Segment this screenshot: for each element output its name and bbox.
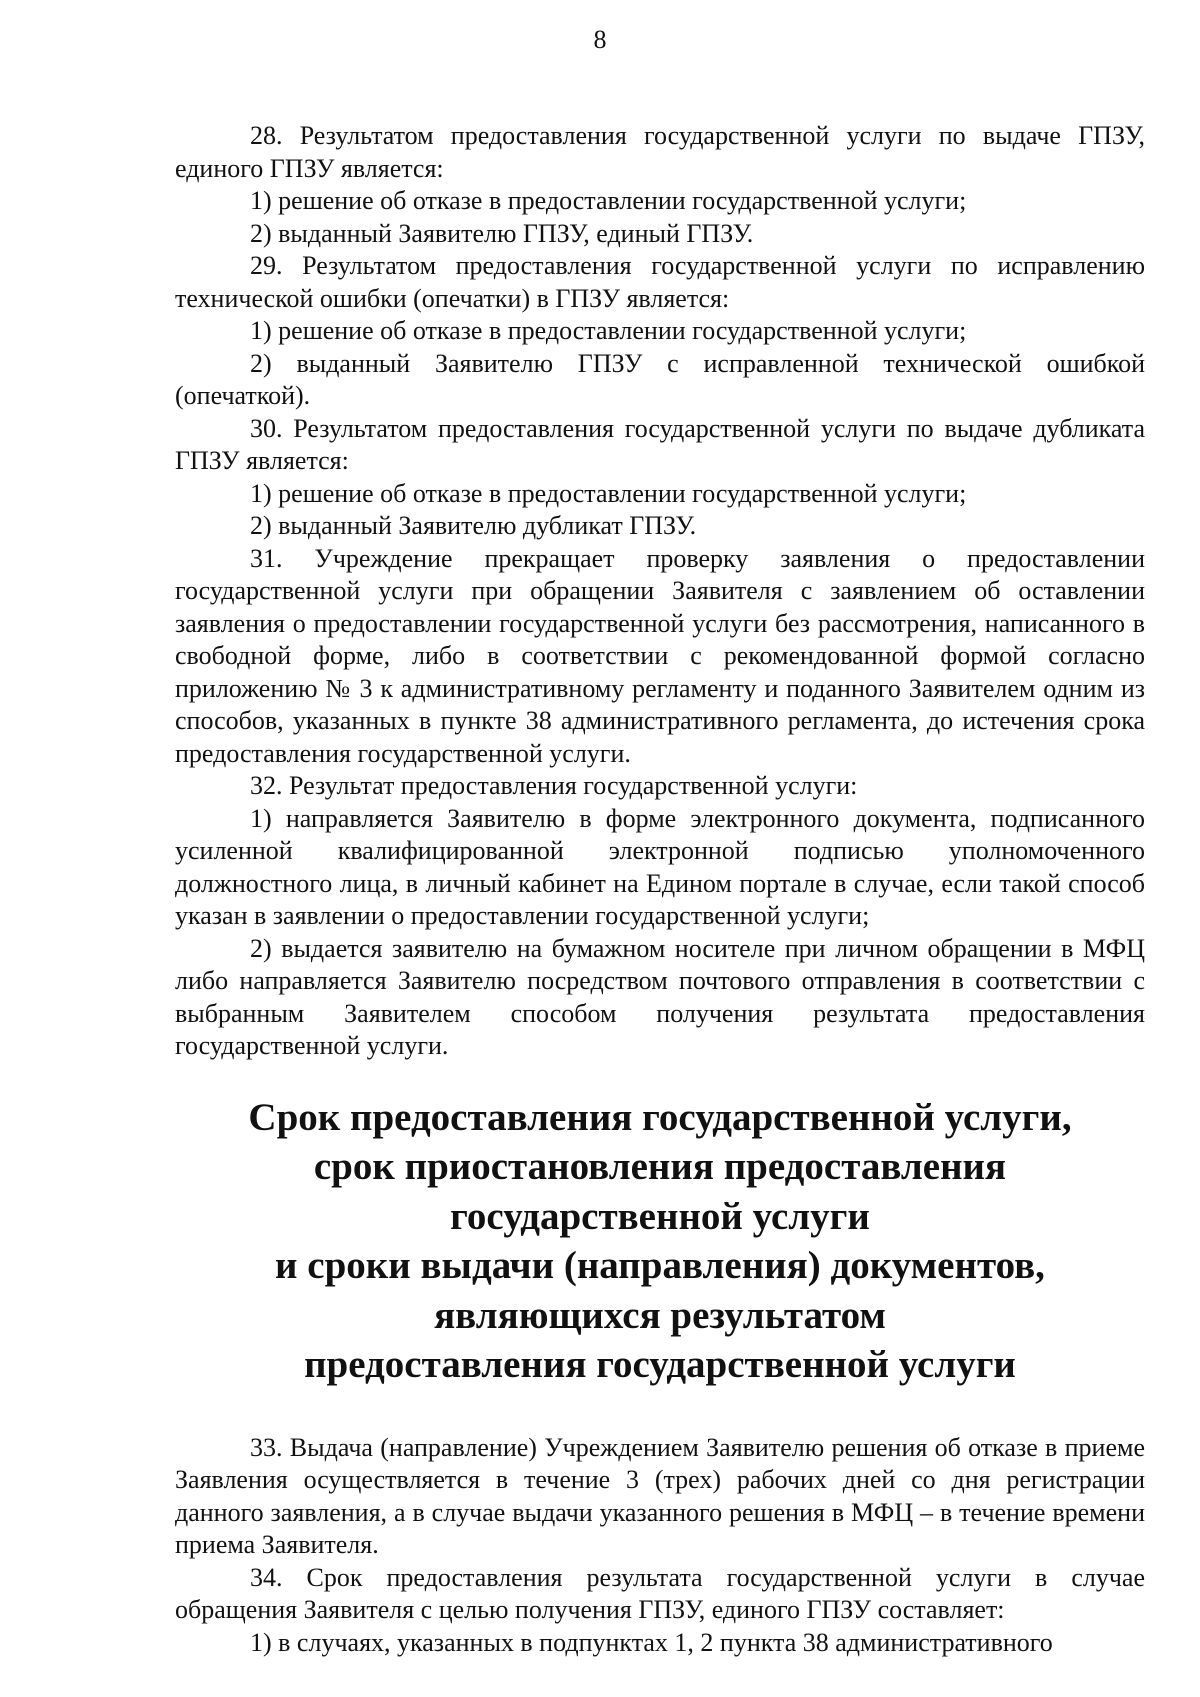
section-heading-line: срок приостановления предоставления государственной услуги <box>313 1145 1007 1238</box>
paragraph-30: 30. Результатом предоставления государственной услуги по выдаче дубликата ГПЗУ является: <box>175 413 1145 475</box>
page-number: 8 <box>593 25 607 54</box>
paragraph-29-item-1: 1) решение об отказе в предоставлении государственной услуги; <box>250 316 967 345</box>
section-heading-line: предоставления государственной услуги <box>304 1343 1016 1387</box>
paragraph-30-item-2: 2) выданный Заявителю дубликат ГПЗУ. <box>250 511 697 540</box>
section-heading-line: Срок предоставления государственной услуги, <box>248 1095 1072 1139</box>
paragraph-28: 28. Результатом предоставления государственной услуги по выдаче ГПЗУ, единого ГПЗУ является: <box>175 121 1145 183</box>
paragraph-29: 29. Результатом предоставления государственной услуги по исправлению технической ошибки (опечатки) в ГПЗУ является: <box>175 251 1145 313</box>
paragraph-32: 32. Результат предоставления государственной услуги: <box>250 771 858 800</box>
section-heading <box>175 1093 1145 1390</box>
paragraph-30-item-1: 1) решение об отказе в предоставлении государственной услуги; <box>250 478 967 508</box>
paragraph-34: 34. Срок предоставления результата государственной услуги в случае обращения Заявителя с целью получения ГПЗУ, единого ГПЗУ составляет: <box>175 1562 1145 1625</box>
section-heading-line: и сроки выдачи (направления) документов, являющихся результатом <box>275 1244 1045 1337</box>
paragraph-34-item-1: 1) в случаях, указанных в подпунктах 1, 2 пункта 38 административного <box>250 1627 1053 1657</box>
paragraph-31: 31. Учреждение прекращает проверку заявления о предоставлении государственной услуги при обращении Заявителя с заявлением об оставлении заявления о предоставлении государственной услуги без рассмотрения, написанного в свободной форме, либо в соответствии с рекомендованной формой согласно приложению № 3 к административному регламенту и поданного Заявителем одним из способов, указанных в пункте 38 административного регламента, до истечения срока предоставления государственной услуги. <box>175 543 1145 768</box>
document-body <box>175 120 1145 1659</box>
paragraph-32-item-1: 1) направляется Заявителю в форме электронного документа, подписанного усиленной квалифицированной электронной подписью уполномоченного должностного лица, в личный кабинет на Едином портале в случае, если такой способ указан в заявлении о предоставлении государственной услуги; <box>175 803 1145 930</box>
paragraph-33: 33. Выдача (направление) Учреждением Заявителю решения об отказе в приеме Заявления осуществляется в течение 3 (трех) рабочих дней со дня регистрации данного заявления, а в случае выдачи указанного решения в МФЦ – в течение времени приема Заявителя. <box>175 1432 1145 1560</box>
paragraph-28-item-2: 2) выданный Заявителю ГПЗУ, единый ГПЗУ. <box>250 218 754 248</box>
paragraph-28-item-1: 1) решение об отказе в предоставлении государственной услуги; <box>250 186 967 215</box>
paragraph-32-item-2: 2) выдается заявителю на бумажном носителе при личном обращении в МФЦ либо направляется Заявителю посредством почтового отправления в соответствии с выбранным Заявителем способом получения результата предоставления государственной услуги. <box>175 933 1145 1060</box>
paragraph-29-item-2: 2) выданный Заявителю ГПЗУ с исправленной технической ошибкой (опечаткой). <box>175 348 1145 410</box>
